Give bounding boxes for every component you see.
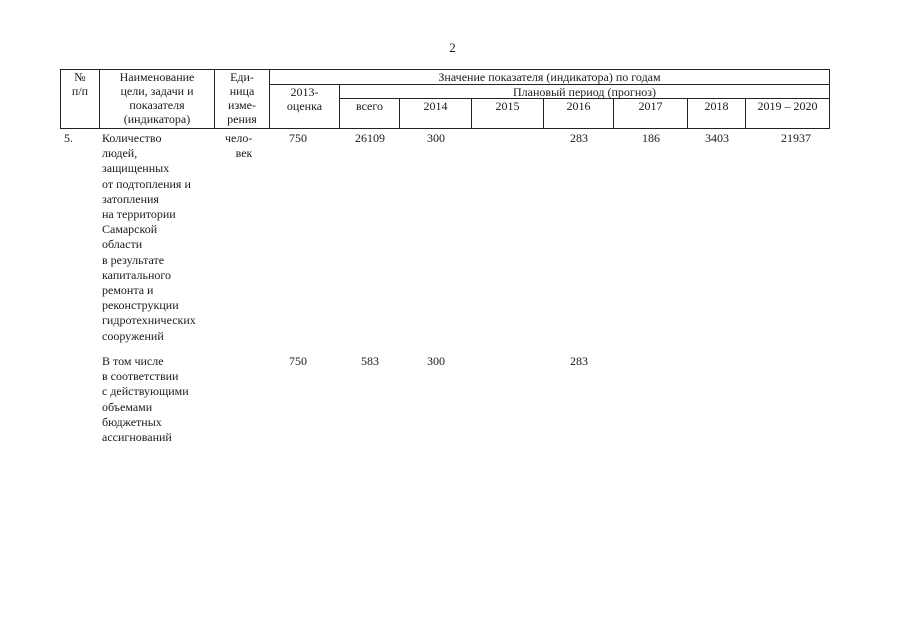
value-total: 583 [361, 354, 379, 368]
name-line: от подтопления и [102, 176, 191, 191]
header-col-unit-line2: ница [229, 84, 255, 98]
value-total: 26109 [355, 131, 385, 145]
value-2013: 750 [289, 131, 307, 145]
value-2013: 750 [289, 354, 307, 368]
header-col-number-line2: п/п [71, 84, 89, 98]
row-number: 5. [64, 131, 73, 145]
header-col-2018: 2018 [688, 99, 746, 129]
value-2014: 300 [427, 131, 445, 145]
table-header [60, 69, 830, 129]
name-line: на территории [102, 207, 176, 222]
name-line: бюджетных [102, 414, 162, 429]
row-indicator-name [102, 131, 212, 344]
header-col-2013-line1: 2013- [290, 85, 319, 99]
header-col-name-line1: Наименование [119, 70, 195, 84]
header-col-2014: 2014 [400, 99, 472, 129]
header-col-unit-line1: Еди- [230, 70, 254, 84]
header-col-name-line4: (индикатора) [123, 112, 191, 126]
value-2018: 3403 [705, 131, 729, 145]
value-2014: 300 [427, 354, 445, 368]
header-col-name-line2: цели, задачи и [120, 84, 194, 98]
header-col-2015: 2015 [472, 99, 544, 129]
header-col-name [100, 69, 215, 129]
name-line: ремонта и [102, 283, 154, 298]
row-indicator-name [102, 354, 212, 445]
header-planned-title: Плановый период (прогноз) [340, 85, 830, 99]
value-2016: 283 [570, 131, 588, 145]
header-col-number [60, 69, 100, 129]
name-line: капитального [102, 267, 171, 282]
header-col-2013 [270, 85, 340, 129]
name-line: в результате [102, 252, 165, 267]
unit-line: век [235, 146, 253, 161]
header-col-number-line1: № [74, 70, 86, 84]
name-line: В том числе [102, 354, 164, 368]
header-col-2019-2020: 2019 – 2020 [746, 99, 830, 129]
name-line: Количество [102, 131, 162, 145]
header-col-2016: 2016 [544, 99, 614, 129]
name-line: реконструкции [102, 298, 179, 313]
value-2017: 186 [642, 131, 660, 145]
name-line: Самарской [102, 222, 158, 237]
name-line: области [102, 237, 143, 252]
header-col-unit-line4: рения [227, 112, 257, 126]
name-line: затопления [102, 191, 159, 206]
header-col-total: всего [340, 99, 400, 129]
header-values-title: Значение показателя (индикатора) по годам [270, 69, 830, 85]
name-line: в соответствии [102, 369, 179, 384]
page-number: 2 [449, 40, 456, 55]
name-line: сооружений [102, 328, 164, 343]
value-2016: 283 [570, 354, 588, 368]
header-col-name-line3: показателя [129, 98, 185, 112]
header-col-unit-line3: изме- [228, 98, 256, 112]
header-col-2013-line2: оценка [286, 99, 323, 113]
name-line: ассигнований [102, 430, 172, 445]
name-line: с действующими [102, 384, 189, 399]
name-line: защищенных [102, 161, 170, 176]
unit-line: чело- [225, 131, 253, 145]
name-line: объемами [102, 399, 153, 414]
row-unit [225, 131, 252, 161]
name-line: гидротехнических [102, 313, 196, 328]
name-line: людей, [102, 146, 138, 161]
header-col-2017: 2017 [614, 99, 688, 129]
header-col-unit [215, 69, 270, 129]
value-2019-2020: 21937 [781, 131, 811, 145]
